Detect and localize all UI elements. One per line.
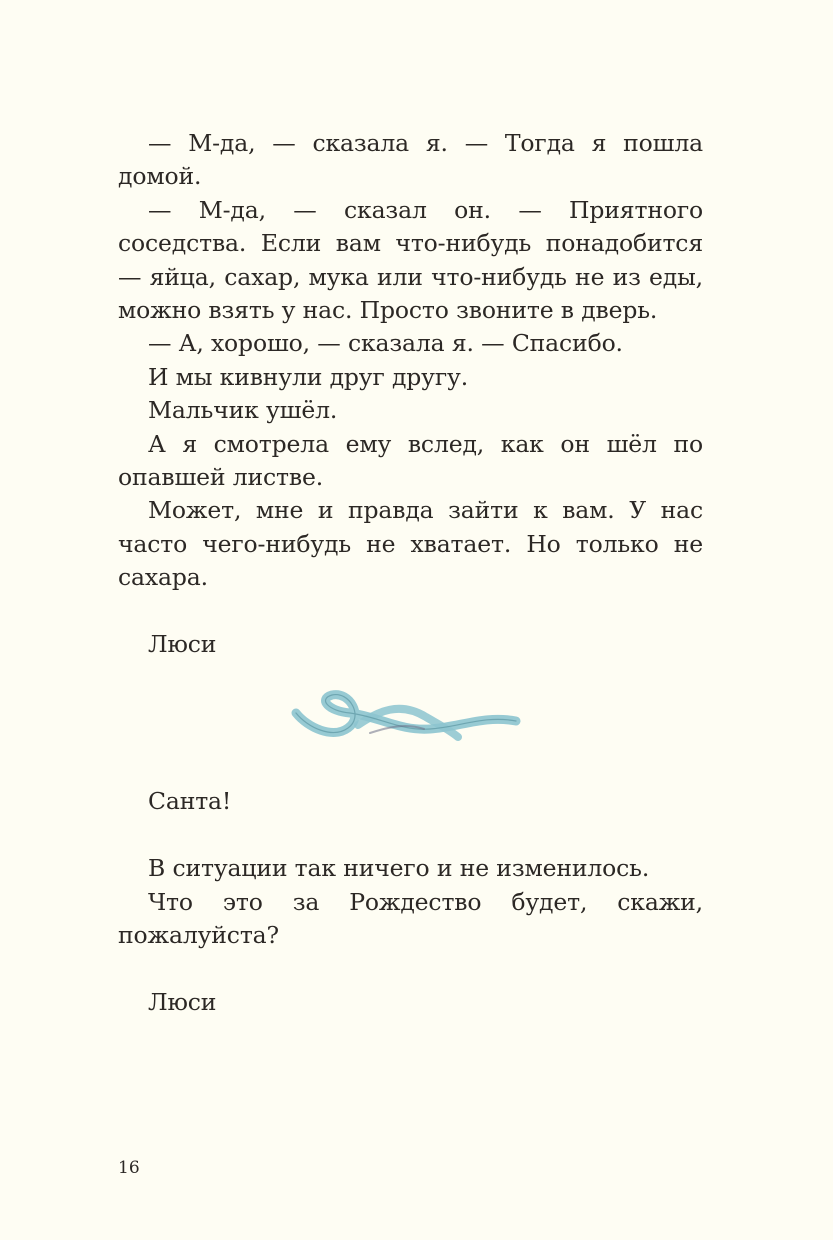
signature: Люси [148, 987, 217, 1016]
spacer [118, 819, 703, 852]
paragraph: — М-да, — сказал он. — Приятного соседства. Если вам что-нибудь понадобится — яйца, сахар, мука или что-нибудь не из еды, можно взять у нас. Просто звоните в дверь. [118, 195, 703, 325]
page-body [118, 127, 703, 1019]
paragraph: А я смотрела ему вслед, как он шёл по опавшей листве. [118, 429, 703, 492]
page-number: 16 [118, 1158, 140, 1178]
paragraph: — М-да, — сказала я. — Тогда я пошла домой. [118, 129, 703, 191]
letter-line: В ситуации так ничего и не изменилось. [148, 854, 650, 883]
letter-block [118, 785, 703, 1019]
paragraph: И мы кивнули друг другу. [148, 362, 469, 391]
greeting: Санта! [148, 787, 232, 816]
letter-line: Что это за Рождество будет, скажи, пожалуйста? [118, 887, 703, 950]
signature: Люси [148, 630, 217, 659]
spacer [118, 595, 703, 628]
paragraph: Может, мне и правда зайти к вам. У нас часто чего-нибудь не хватает. Но только не сахара. [118, 496, 703, 592]
ribbon-swirl-icon [288, 673, 528, 765]
paragraph: Мальчик ушёл. [148, 396, 338, 425]
spacer [118, 953, 703, 986]
paragraph: — А, хорошо, — сказала я. — Спасибо. [148, 329, 623, 358]
